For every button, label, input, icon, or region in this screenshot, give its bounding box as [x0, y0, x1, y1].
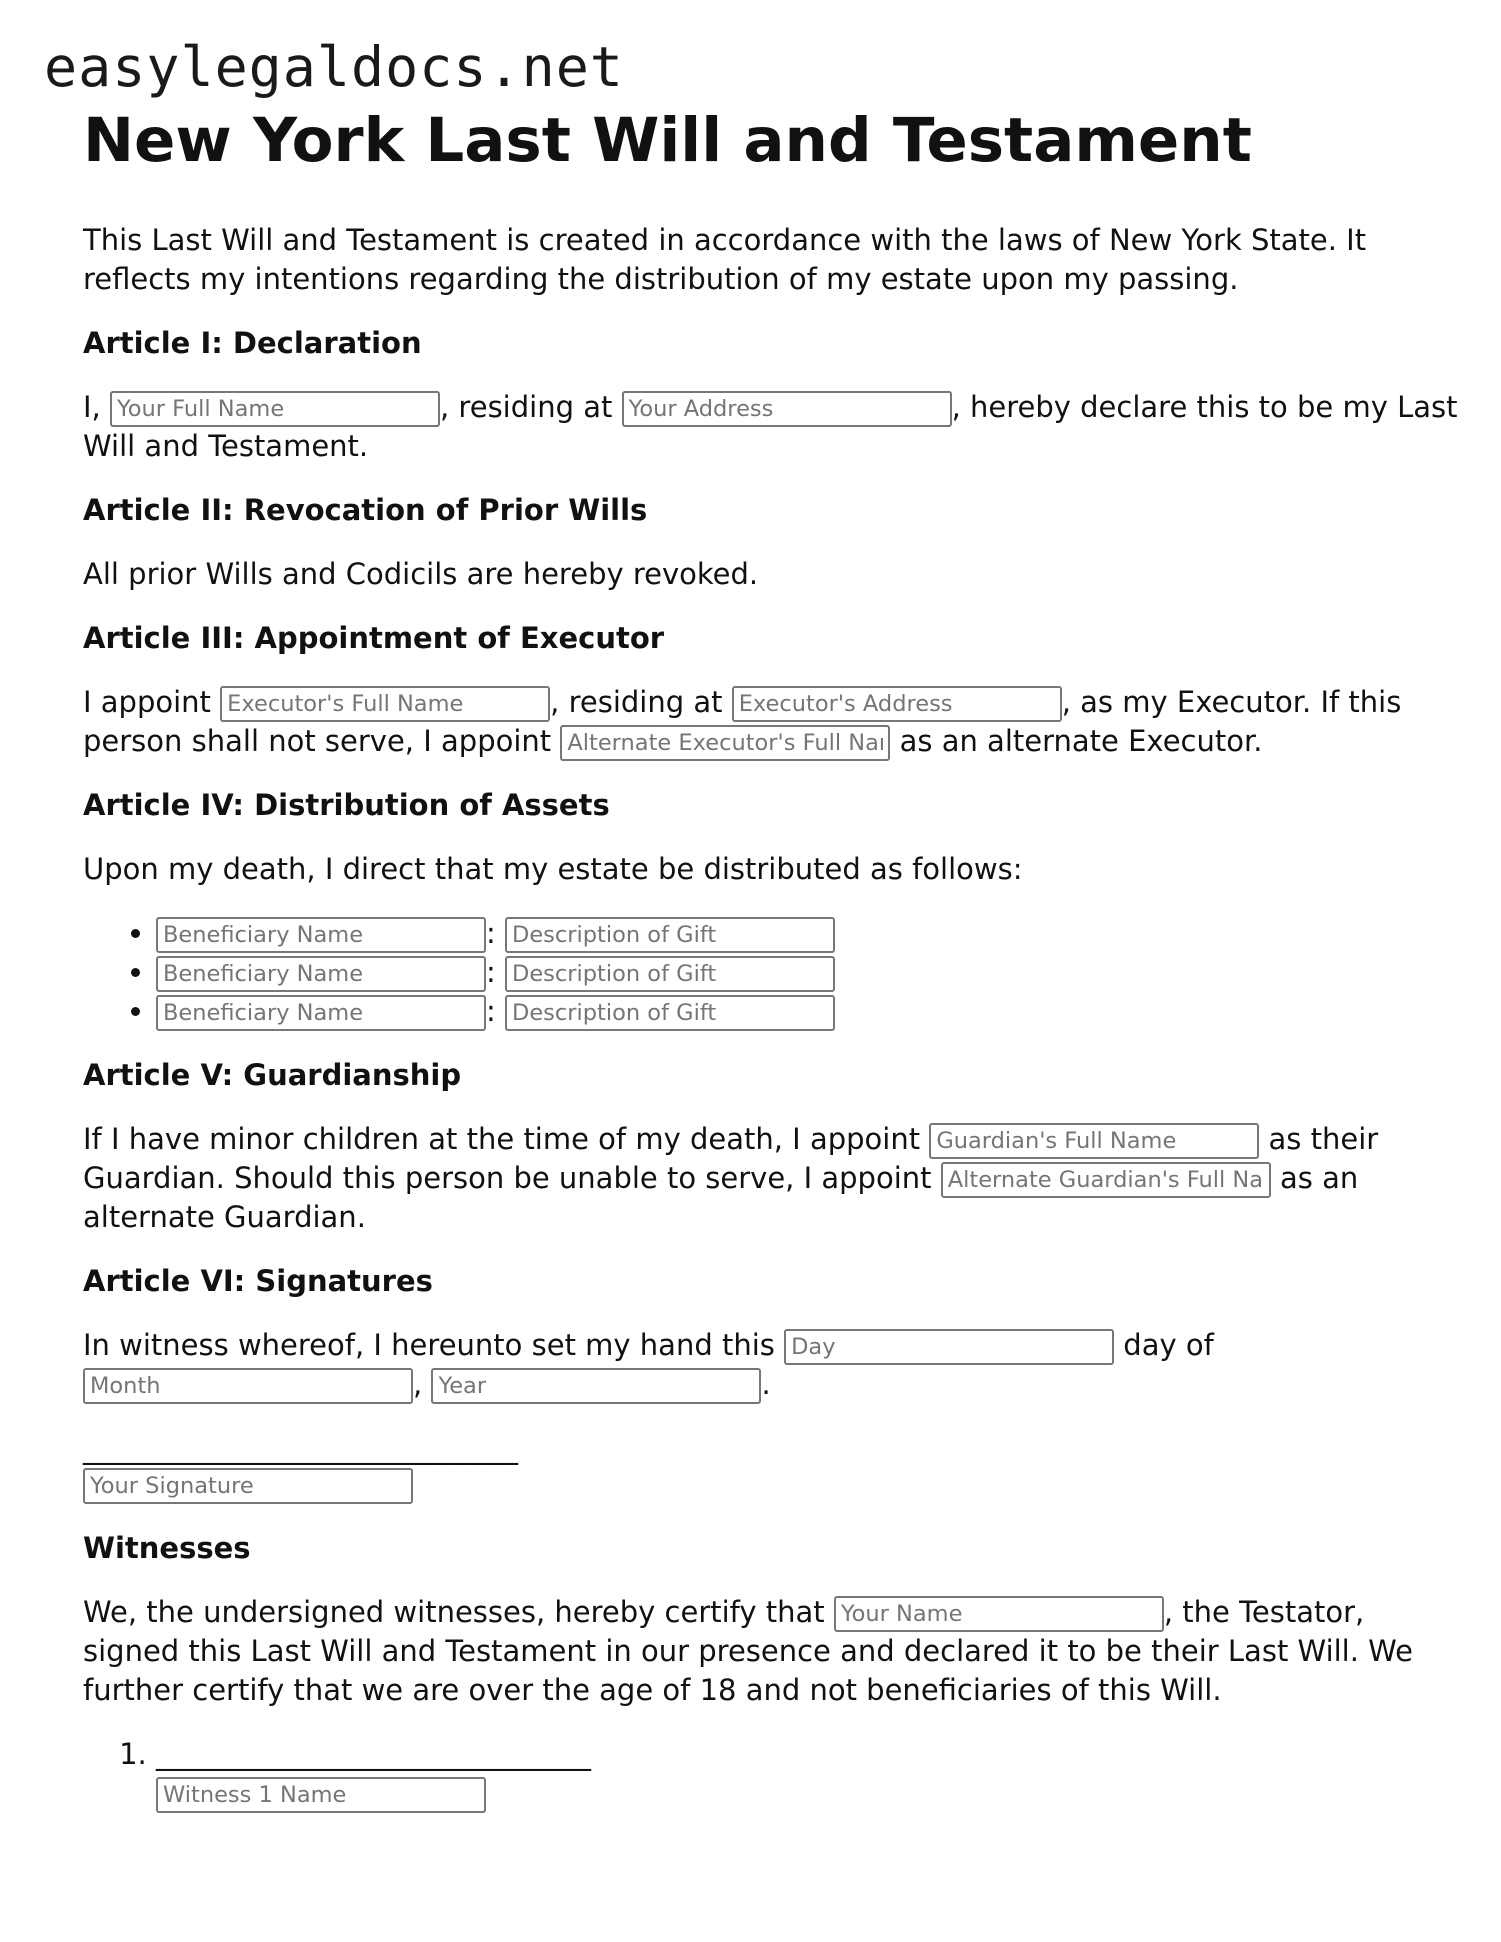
- witness-item: [156, 1735, 1463, 1813]
- executor-address-input[interactable]: [732, 686, 1062, 722]
- article-3-text: [83, 683, 1463, 761]
- article-3-text-3: , as my Executor. If this person shall not serve, I appoint: [83, 685, 1402, 759]
- article-6-heading: Article VI: Signatures: [83, 1264, 433, 1299]
- article-2-heading: Article II: Revocation of Prior Wills: [83, 493, 648, 528]
- beneficiary-name-input[interactable]: [156, 995, 486, 1031]
- article-3-heading: Article III: Appointment of Executor: [83, 621, 665, 656]
- article-4-text: Upon my death, I direct that my estate be distributed as follows:: [83, 852, 1023, 887]
- article-5-text: [83, 1120, 1463, 1237]
- page-title: New York Last Will and Testament: [83, 105, 1252, 176]
- article-6-text-3: ,: [413, 1367, 432, 1402]
- day-input[interactable]: [784, 1329, 1114, 1365]
- article-5-heading: Article V: Guardianship: [83, 1058, 462, 1093]
- gift-description-input[interactable]: [505, 995, 835, 1031]
- article-1-text-1: I,: [83, 390, 110, 425]
- article-6-text-2: day of: [1114, 1328, 1214, 1363]
- signature-line: ______________________________: [83, 1431, 518, 1466]
- executor-name-input[interactable]: [220, 686, 550, 722]
- full-name-input[interactable]: [110, 391, 440, 427]
- signature-input[interactable]: [83, 1468, 413, 1504]
- beneficiary-item: [156, 914, 1463, 953]
- article-5-text-1: If I have minor children at the time of my death, I appoint: [83, 1122, 930, 1157]
- beneficiary-separator: :: [486, 955, 505, 990]
- article-4-heading: Article IV: Distribution of Assets: [83, 788, 610, 823]
- beneficiary-separator: :: [486, 994, 505, 1029]
- intro-paragraph: This Last Will and Testament is created in accordance with the laws of New York State. It reflects my intentions regarding the distribution of my estate upon my passing.: [83, 223, 1367, 297]
- witnesses-text: [83, 1593, 1463, 1710]
- alternate-executor-input[interactable]: [560, 725, 890, 761]
- gift-description-input[interactable]: [505, 917, 835, 953]
- testator-name-input[interactable]: [834, 1596, 1164, 1632]
- witnesses-text-2: , the Testator, signed this Last Will and Testament in our presence and declared it to be their Last Will. We further certify that we are over the age of 18 and not beneficiaries of this Will.: [83, 1595, 1413, 1708]
- beneficiary-name-input[interactable]: [156, 956, 486, 992]
- alternate-guardian-input[interactable]: [941, 1162, 1271, 1198]
- address-input[interactable]: [622, 391, 952, 427]
- article-3-text-4: as an alternate Executor.: [890, 724, 1263, 759]
- beneficiary-name-input[interactable]: [156, 917, 486, 953]
- gift-description-input[interactable]: [505, 956, 835, 992]
- site-brand: easylegaldocs.net: [44, 35, 624, 99]
- beneficiary-item: [156, 992, 1463, 1031]
- article-3-text-1: I appoint: [83, 685, 221, 720]
- witness-name-input[interactable]: [156, 1777, 486, 1813]
- beneficiary-separator: :: [486, 916, 505, 951]
- witness-signature-line: 1. ______________________________: [156, 1737, 591, 1772]
- guardian-name-input[interactable]: [929, 1123, 1259, 1159]
- article-1-heading: Article I: Declaration: [83, 326, 422, 361]
- article-1-text: [83, 388, 1463, 466]
- article-1-text-3: , hereby declare this to be my Last Will and Testament.: [83, 390, 1458, 464]
- article-2-text: All prior Wills and Codicils are hereby revoked.: [83, 557, 759, 592]
- month-input[interactable]: [83, 1368, 413, 1404]
- article-3-text-2: , residing at: [550, 685, 732, 720]
- article-5-text-3: as an alternate Guardian.: [83, 1161, 1359, 1235]
- beneficiary-list: [83, 914, 1463, 1031]
- article-6-text-1: In witness whereof, I hereunto set my hand this: [83, 1328, 785, 1363]
- article-1-text-2: , residing at: [440, 390, 622, 425]
- year-input[interactable]: [431, 1368, 761, 1404]
- witnesses-text-1: We, the undersigned witnesses, hereby certify that: [83, 1595, 834, 1630]
- will-document: [83, 104, 1463, 1813]
- witnesses-heading: Witnesses: [83, 1531, 251, 1566]
- article-6-text-4: .: [761, 1367, 771, 1402]
- testator-signature-block: [83, 1429, 1463, 1504]
- beneficiary-item: [156, 953, 1463, 992]
- article-5-text-2: as their Guardian. Should this person be unable to serve, I appoint: [83, 1122, 1379, 1196]
- witness-list: [83, 1735, 1463, 1813]
- article-6-text: [83, 1326, 1463, 1404]
